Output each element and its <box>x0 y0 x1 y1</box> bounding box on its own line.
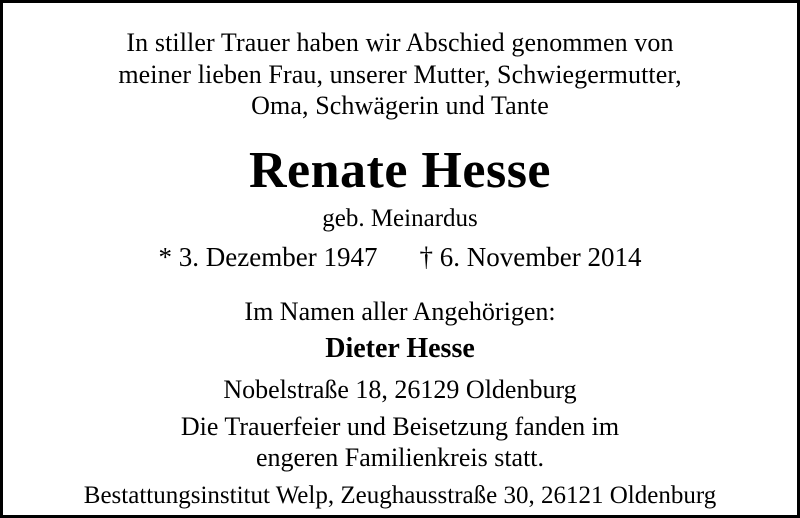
relative-name: Dieter Hesse <box>325 332 475 364</box>
funeral-home-line: Bestattungsinstitut Welp, Zeughausstraße 30, 26121 Oldenburg <box>83 482 717 510</box>
intro-text <box>33 27 767 122</box>
intro-line-3: Oma, Schwägerin und Tante <box>251 91 549 121</box>
address-line: Nobelstraße 18, 26129 Oldenburg <box>223 374 577 404</box>
intro-line-2: meiner lieben Frau, unserer Mutter, Schwiegermutter, <box>118 59 682 89</box>
ceremony-text <box>181 411 619 473</box>
intro-line-1: In stiller Trauer haben wir Abschied genommen von <box>126 28 674 57</box>
life-dates <box>159 243 642 273</box>
deceased-name: Renate Hesse <box>248 142 552 200</box>
death-date: † 6. November 2014 <box>419 242 642 273</box>
ceremony-line-2: engeren Familienkreis statt. <box>255 443 545 472</box>
maiden-name: geb. Meinardus <box>322 204 478 232</box>
ceremony-line-1: Die Trauerfeier und Beisetzung fanden im <box>180 411 620 441</box>
on-behalf-text: Im Namen aller Angehörigen: <box>244 296 556 326</box>
birth-date: * 3. Dezember 1947 <box>158 242 378 273</box>
